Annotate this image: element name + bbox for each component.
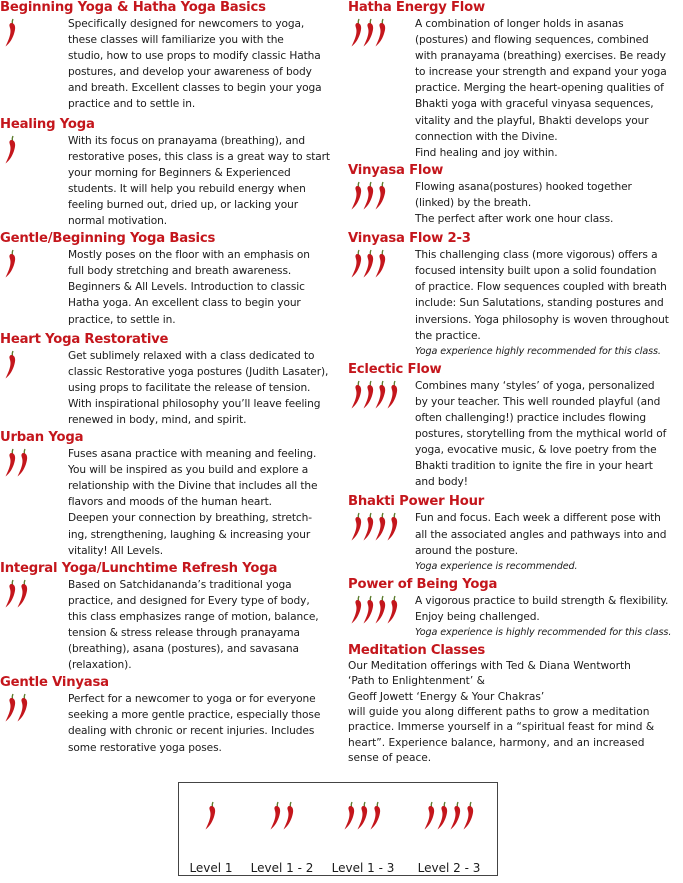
experience-note: Yoga experience highly recommended for this class. xyxy=(415,345,661,357)
description-line: Enjoy being challenged. xyxy=(415,610,540,623)
class-section xyxy=(0,117,340,230)
chili-pepper-icon xyxy=(204,801,218,831)
meditation-line: practice. Immerse yourself in a “spiritual feast for mind & xyxy=(348,721,655,734)
class-section xyxy=(0,0,340,113)
description-line: these classes will familiarize you with the xyxy=(68,34,284,47)
meditation-line: heart”. Experience balance, harmony, and an increased xyxy=(348,736,645,749)
chili-pepper-icon xyxy=(423,801,437,831)
level-peppers xyxy=(348,247,415,360)
description-line: With inspirational philosophy you’ll leave feeling xyxy=(68,397,321,410)
class-title: Vinyasa Flow xyxy=(348,162,444,178)
description-line: practice, to settle in. xyxy=(68,313,176,326)
class-description xyxy=(68,16,322,113)
meditation-description xyxy=(348,659,681,766)
level-peppers xyxy=(323,801,403,841)
class-title: Gentle/Beginning Yoga Basics xyxy=(0,231,216,247)
description-line: full body stretching and breath awareness. xyxy=(68,265,292,278)
class-title: Hatha Energy Flow xyxy=(348,0,485,15)
description-line: Fun and focus. Each week a different pose with xyxy=(415,512,661,525)
chili-pepper-icon xyxy=(374,18,388,48)
chili-pepper-icon xyxy=(16,579,30,609)
description-line: all the associated angles and pathways into and xyxy=(415,528,667,541)
description-line: Bhakti tradition to ignite the fire in your heart xyxy=(415,460,653,473)
description-line: students. It will help you rebuild energy when xyxy=(68,182,306,195)
description-line: Mostly poses on the floor with an emphasis on xyxy=(68,249,310,262)
chili-pepper-icon xyxy=(4,249,18,279)
meditation-line: sense of peace. xyxy=(348,751,432,764)
level-peppers xyxy=(401,801,497,841)
chili-pepper-icon xyxy=(269,801,283,831)
class-description xyxy=(415,378,666,491)
legend-label: Level 2 - 3 xyxy=(417,861,481,875)
class-section xyxy=(0,561,340,674)
level-peppers xyxy=(348,179,415,227)
class-description xyxy=(415,247,669,360)
class-description xyxy=(415,179,632,227)
class-section xyxy=(348,163,681,227)
class-description xyxy=(68,133,330,230)
description-line: A combination of longer holds in asanas xyxy=(415,18,624,30)
level-peppers xyxy=(0,577,68,674)
class-title: Heart Yoga Restorative xyxy=(0,331,169,347)
experience-note: Yoga experience is highly recommended for this class. xyxy=(415,627,672,638)
description-line: Hatha yoga. An excellent class to begin your xyxy=(68,297,301,310)
description-line: your morning for Beginners & Experienced xyxy=(68,166,291,179)
description-line: the practice. xyxy=(415,329,481,342)
left-column xyxy=(0,0,340,756)
class-section xyxy=(348,0,681,161)
chili-pepper-icon xyxy=(386,380,400,410)
level-peppers xyxy=(0,133,68,230)
class-section xyxy=(0,332,340,428)
description-line: Based on Satchidananda’s traditional yoga xyxy=(68,578,292,591)
experience-note: Yoga experience is recommended. xyxy=(415,560,578,572)
description-line: Combines many ‘styles’ of yoga, personalized xyxy=(415,379,655,392)
class-title: Integral Yoga/Lunchtime Refresh Yoga xyxy=(0,560,278,576)
chili-pepper-icon xyxy=(374,249,388,279)
class-description xyxy=(68,247,310,327)
class-section xyxy=(0,231,340,327)
description-line: restorative poses, this class is a great way to start xyxy=(68,150,330,163)
level-peppers xyxy=(0,16,68,113)
class-title: Healing Yoga xyxy=(0,116,95,132)
description-line: postures, and develop your awareness of body xyxy=(68,66,312,79)
level-peppers xyxy=(0,446,68,559)
class-section xyxy=(0,430,340,559)
class-title: Vinyasa Flow 2-3 xyxy=(348,231,471,247)
description-line: normal motivation. xyxy=(68,215,168,228)
chili-pepper-icon xyxy=(374,181,388,211)
description-line: around the posture. xyxy=(415,544,519,557)
legend-item xyxy=(401,801,497,875)
chili-pepper-icon xyxy=(282,801,296,831)
class-description xyxy=(68,577,319,674)
description-line: Get sublimely relaxed with a class dedicated to xyxy=(68,349,315,362)
description-line: Perfect for a newcomer to yoga or for everyone xyxy=(68,693,316,706)
level-peppers xyxy=(0,691,68,755)
level-peppers xyxy=(0,247,68,327)
level-peppers xyxy=(243,801,321,841)
description-line: focused intensity built upon a solid foundation xyxy=(415,265,657,278)
chili-pepper-icon xyxy=(4,350,18,380)
level-peppers xyxy=(348,510,415,574)
description-line: vitality! All Levels. xyxy=(68,544,164,557)
meditation-line: will guide you along different paths to grow a meditation xyxy=(348,705,650,718)
chili-pepper-icon xyxy=(449,801,463,831)
level-peppers xyxy=(0,348,68,428)
description-line: some restorative yoga poses. xyxy=(68,741,222,754)
class-section xyxy=(348,362,681,491)
description-line: with pranayama (breathing) exercises. Be ready xyxy=(415,50,666,63)
description-line: dealing with chronic or recent injuries. Includes xyxy=(68,725,315,738)
description-line: inversions. Yoga philosophy is woven throughout xyxy=(415,313,669,326)
description-line: The perfect after work one hour class. xyxy=(415,213,614,226)
class-title: Power of Being Yoga xyxy=(348,576,498,592)
description-line: seeking a more gentle practice, especially those xyxy=(68,709,321,722)
description-line: include: Sun Salutations, standing postures and xyxy=(415,297,664,310)
description-line: This challenging class (more vigorous) offers a xyxy=(415,249,658,262)
legend-label: Level 1 - 3 xyxy=(331,861,395,875)
description-line: A vigorous practice to build strength & flexibility. xyxy=(415,594,669,607)
chili-pepper-icon xyxy=(386,595,400,625)
meditation-line: Geoff Jowett ‘Energy & Your Chakras’ xyxy=(348,690,545,703)
description-line: and body! xyxy=(415,476,468,489)
legend-item xyxy=(243,801,321,875)
class-description xyxy=(415,16,667,161)
description-line: relationship with the Divine that includes all the xyxy=(68,480,318,493)
meditation-title: Meditation Classes xyxy=(348,643,486,659)
description-line: (relaxation). xyxy=(68,659,132,672)
chili-pepper-icon xyxy=(369,801,383,831)
description-line: connection with the Divine. xyxy=(415,130,558,143)
description-line: Specifically designed for newcomers to yoga, xyxy=(68,18,305,30)
legend-label: Level 1 xyxy=(189,861,233,875)
class-title: Urban Yoga xyxy=(0,430,84,446)
description-line: Deepen your connection by breathing, stretch- xyxy=(68,512,312,525)
class-description xyxy=(415,593,671,641)
chili-pepper-icon xyxy=(4,135,18,165)
class-section xyxy=(0,675,340,755)
description-line: Find healing and joy within. xyxy=(415,146,558,159)
description-line: Beginners & All Levels. Introduction to classic xyxy=(68,281,305,294)
level-peppers xyxy=(348,378,415,491)
right-column xyxy=(348,0,681,766)
description-line: this class emphasizes range of motion, balance, xyxy=(68,610,319,623)
description-line: flavors and moods of the human heart. xyxy=(68,496,272,509)
description-line: practice and to settle in. xyxy=(68,98,196,111)
chili-pepper-icon xyxy=(16,448,30,478)
class-title: Bhakti Power Hour xyxy=(348,494,485,510)
description-line: (postures) and flowing sequences, combined xyxy=(415,34,649,47)
description-line: vitality and the playful, Bhakti develops your xyxy=(415,114,649,127)
class-description xyxy=(68,691,320,755)
description-line: ing, strengthening, laughing & increasing your xyxy=(68,528,311,541)
description-line: (breathing), asana (postures), and savasana xyxy=(68,643,299,656)
description-line: Bhakti yoga with graceful vinyasa sequences, xyxy=(415,98,654,111)
chili-pepper-icon xyxy=(436,801,450,831)
description-line: practice, and designed for Every type of body, xyxy=(68,594,310,607)
description-line: Flowing asana(postures) hooked together xyxy=(415,180,632,193)
class-title: Eclectic Flow xyxy=(348,361,442,377)
legend-item xyxy=(179,801,243,875)
description-line: (linked) by the breath. xyxy=(415,196,532,209)
class-title: Beginning Yoga & Hatha Yoga Basics xyxy=(0,0,266,15)
chili-pepper-icon xyxy=(462,801,476,831)
chili-pepper-icon xyxy=(386,512,400,542)
meditation-line: ‘Path to Enlightenment’ & xyxy=(348,675,485,688)
legend-item xyxy=(323,801,403,875)
class-section xyxy=(348,577,681,641)
class-title: Gentle Vinyasa xyxy=(0,675,109,691)
description-line: to increase your strength and expand your yoga xyxy=(415,66,667,79)
description-line: postures, storytelling from the mythical world of xyxy=(415,428,667,441)
description-line: Fuses asana practice with meaning and feeling. xyxy=(68,448,317,461)
level-peppers xyxy=(348,593,415,641)
legend-label: Level 1 - 2 xyxy=(250,861,314,875)
description-line: and breath. Excellent classes to begin your yoga xyxy=(68,82,322,95)
meditation-line: Our Meditation offerings with Ted & Diana Wentworth xyxy=(348,660,631,673)
description-line: With its focus on pranayama (breathing), and xyxy=(68,134,305,147)
description-line: often challenging!) practice includes flowing xyxy=(415,411,646,424)
description-line: studio, how to use props to modify classic Hatha xyxy=(68,50,321,63)
class-section xyxy=(348,231,681,360)
chili-pepper-icon xyxy=(16,693,30,723)
description-line: feeling burned out, dried up, or lacking your xyxy=(68,198,298,211)
description-line: renewed in body, mind, and spirit. xyxy=(68,413,247,426)
description-line: yoga, evocative music, & love poetry from the xyxy=(415,444,657,457)
class-section xyxy=(348,494,681,574)
description-line: by your teacher. This well rounded playful (and xyxy=(415,395,661,408)
class-description xyxy=(415,510,666,574)
chili-pepper-icon xyxy=(356,801,370,831)
class-description xyxy=(68,348,328,428)
description-line: practice. Merging the heart-opening qualities of xyxy=(415,82,664,95)
description-line: of practice. Flow sequences coupled with breath xyxy=(415,281,667,294)
description-line: You will be inspired as you build and explore a xyxy=(68,464,309,477)
chili-pepper-icon xyxy=(343,801,357,831)
meditation-section xyxy=(348,643,681,766)
description-line: using props to facilitate the release of tension. xyxy=(68,381,311,394)
level-legend xyxy=(178,782,498,876)
description-line: classic Restorative yoga postures (Judith Lasater), xyxy=(68,365,329,378)
level-peppers xyxy=(348,16,415,161)
class-description xyxy=(68,446,317,559)
chili-pepper-icon xyxy=(4,18,18,48)
level-peppers xyxy=(179,801,243,841)
description-line: tension & stress release through pranayama xyxy=(68,627,300,639)
